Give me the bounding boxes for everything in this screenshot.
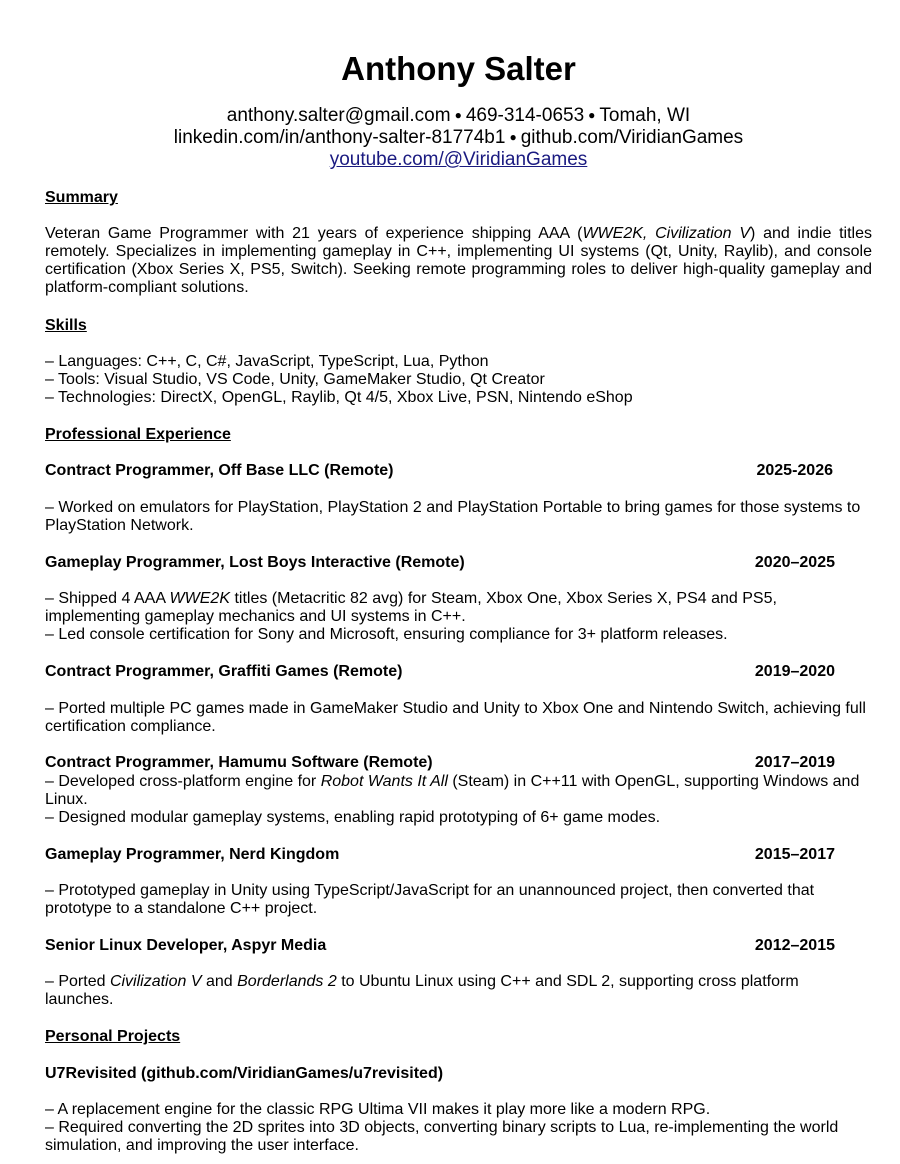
project-bullet: – Required converting the 2D sprites into 3D objects, converting binary scripts to Lua, re-implementing the world simulation, and improving the user interface. — [45, 1119, 839, 1154]
job-bullet: – Developed cross-platform engine for Robot Wants It All (Steam) in C++11 with OpenGL, supporting Windows and Linux. — [45, 773, 860, 808]
skill-technologies: – Technologies: DirectX, OpenGL, Raylib, Qt 4/5, Xbox Live, PSN, Nintendo eShop — [45, 389, 633, 406]
project-title: U7Revisited (github.com/ViridianGames/u7revisited) — [45, 1065, 444, 1082]
job-bullet: – Shipped 4 AAA WWE2K titles (Metacritic 82 avg) for Steam, Xbox One, Xbox Series X, PS4 and PS5, implementing gameplay mechanics and UI systems in C++. — [45, 590, 777, 625]
job-title: Contract Programmer, Hamumu Software (Remote) 2017–2019 — [45, 754, 835, 771]
job-dates: 2017–2019 — [754, 754, 835, 771]
summary-paragraph: Veteran Game Programmer with 21 years of experience shipping AAA (WWE2K, Civilization V) and indie titles remotely. Specializes in implementing gameplay in C++, implementing UI systems (Qt, Unity, Raylib), and console certification (Xbox Series X, PS5, Switch). Seeking remote programming roles to deliver high-quality gameplay and platform-compliant solutions. — [45, 225, 873, 296]
contact-line-2 — [45, 127, 872, 150]
github-link[interactable]: github.com/ViridianGames — [520, 127, 744, 148]
skill-tools: – Tools: Visual Studio, VS Code, Unity, GameMaker Studio, Qt Creator — [45, 371, 545, 388]
phone-number: 469-314-0653 — [465, 105, 585, 126]
job-title: Contract Programmer, Graffiti Games (Remote) 2019–2020 — [45, 663, 835, 680]
location: Tomah, WI — [599, 105, 691, 126]
job-bullet: – Prototyped gameplay in Unity using TypeScript/JavaScript for an unannounced project, then converted that prototype to a standalone C++ project. — [45, 882, 815, 917]
contact-line-3 — [45, 149, 872, 171]
bullet-separator-icon: ● — [588, 108, 596, 122]
job-dates: 2020–2025 — [754, 554, 835, 571]
bullet-separator-icon: ● — [454, 108, 462, 122]
job-bullet: – Ported multiple PC games made in GameMaker Studio and Unity to Xbox One and Nintendo Switch, achieving full certification compliance. — [45, 700, 866, 735]
projects-heading: Personal Projects — [45, 1028, 181, 1045]
job-dates: 2015–2017 — [754, 846, 835, 863]
youtube-link[interactable]: youtube.com/@ViridianGames — [329, 149, 588, 170]
job-bullet: – Designed modular gameplay systems, enabling rapid prototyping of 6+ game modes. — [45, 809, 661, 826]
contact-line-1 — [45, 105, 872, 128]
project-bullet: – A replacement engine for the classic RPG Ultima VII makes it play more like a modern RPG. — [45, 1101, 711, 1118]
experience-heading: Professional Experience — [45, 426, 231, 443]
job-dates: 2012–2015 — [754, 937, 835, 954]
job-bullet: – Ported Civilization V and Borderlands 2 to Ubuntu Linux using C++ and SDL 2, supporting cross platform launches. — [45, 973, 799, 1008]
linkedin-link[interactable]: linkedin.com/in/anthony-salter-81774b1 — [173, 127, 506, 148]
job-bullet: – Worked on emulators for PlayStation, PlayStation 2 and PlayStation Portable to bring games for those systems to PlayStation Network. — [45, 499, 861, 534]
email-link[interactable]: anthony.salter@gmail.com — [226, 105, 451, 126]
job-dates: 2025-2026 — [756, 462, 833, 479]
summary-heading: Summary — [45, 189, 118, 206]
skills-heading: Skills — [45, 317, 87, 334]
job-dates: 2019–2020 — [754, 663, 835, 680]
job-title: Gameplay Programmer, Nerd Kingdom 2015–2017 — [45, 846, 835, 863]
job-title: Senior Linux Developer, Aspyr Media 2012–2015 — [45, 937, 835, 954]
job-title: Gameplay Programmer, Lost Boys Interactive (Remote) 2020–2025 — [45, 554, 835, 571]
job-title: Contract Programmer, Off Base LLC (Remote) 2025-2026 — [45, 462, 833, 479]
candidate-name: Anthony Salter — [341, 50, 576, 87]
bullet-separator-icon: ● — [509, 130, 517, 144]
skill-languages: – Languages: C++, C, C#, JavaScript, TypeScript, Lua, Python — [45, 353, 489, 370]
job-bullet: – Led console certification for Sony and Microsoft, ensuring compliance for 3+ platform releases. — [45, 626, 728, 643]
